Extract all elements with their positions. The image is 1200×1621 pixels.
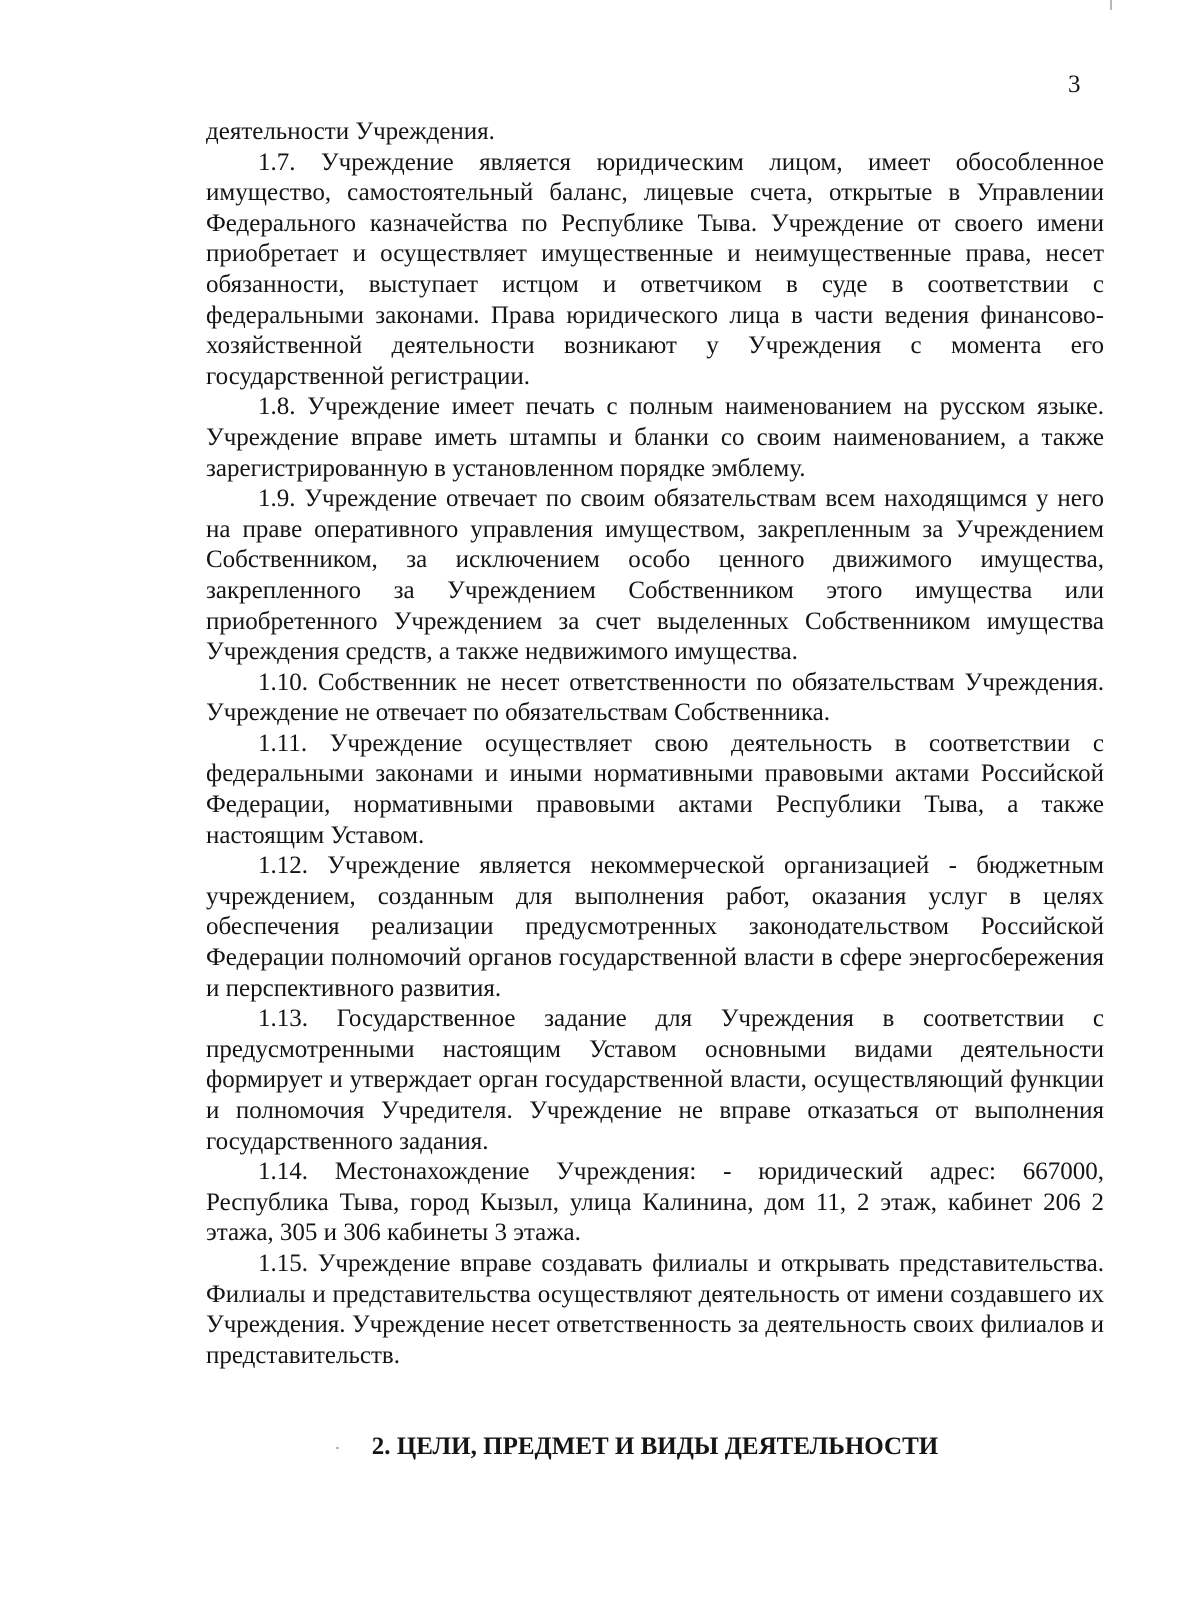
- paragraph-continuation: деятельности Учреждения.: [206, 118, 495, 145]
- paragraph-1-9: 1.9. Учреждение отвечает по своим обязательствам всем находящимся у него на праве оперативного управления имуществом, закрепленным за Учреждением Собственником, за исключением особо ценного движимого имущества, закрепленного за Учреждением Собственником этого имущества или приобретенного Учреждением за счет выделенных Собственником имущества Учреждения средств, а также недвижимого имущества.: [206, 485, 1104, 666]
- section-heading: 2. ЦЕЛИ, ПРЕДМЕТ И ВИДЫ ДЕЯТЕЛЬНОСТИ: [371, 1433, 939, 1460]
- scan-edge-mark: [1110, 0, 1112, 10]
- paragraph-1-7: 1.7. Учреждение является юридическим лицом, имеет обособленное имущество, самостоятельный баланс, лицевые счета, открытые в Управлении Федерального казначейства по Республике Тыва. Учреждение от своего имени приобретает и осуществляет имущественные и неимущественные права, несет обязанности, выступает истцом и ответчиком в суде в соответствии с федеральными законами. Права юридического лица в части ведения финансово-хозяйственной деятельности возникают у Учреждения с момента его государственной регистрации.: [206, 148, 1104, 390]
- paragraph-1-10: 1.10. Собственник не несет ответственности по обязательствам Учреждения. Учреждение не отвечает по обязательствам Собственника.: [206, 668, 1104, 727]
- paragraph-1-15: 1.15. Учреждение вправе создавать филиалы и открывать представительства. Филиалы и представительства осуществляют деятельность от имени создавшего их Учреждения. Учреждение несет ответственность за деятельность своих филиалов и представительств.: [206, 1249, 1104, 1369]
- document-body: [206, 117, 1104, 1371]
- paragraph-1-8: 1.8. Учреждение имеет печать с полным наименованием на русском языке. Учреждение вправе иметь штампы и бланки со своим наименованием, а также зарегистрированную в установленном порядке эмблему.: [206, 393, 1104, 482]
- paragraph-1-11: 1.11. Учреждение осуществляет свою деятельность в соответствии с федеральными законами и иными нормативными правовыми актами Российской Федерации, нормативными правовыми актами Республики Тыва, а также настоящим Уставом.: [206, 729, 1104, 849]
- paragraph-1-13: 1.13. Государственное задание для Учреждения в соответствии с предусмотренными настоящим Уставом основными видами деятельности формирует и утверждает орган государственной власти, осуществляющий функции и полномочия Учредителя. Учреждение не вправе отказаться от выполнения государственного задания.: [206, 1005, 1104, 1155]
- page-number: 3: [1068, 71, 1081, 98]
- paragraph-1-12: 1.12. Учреждение является некоммерческой организацией - бюджетным учреждением, созданным для выполнения работ, оказания услуг в целях обеспечения реализации предусмотренных законодательством Российской Федерации полномочий органов государственной власти в сфере энергосбережения и перспективного развития.: [206, 852, 1104, 1002]
- paragraph-1-14: 1.14. Местонахождение Учреждения: - юридический адрес: 667000, Республика Тыва, город Кызыл, улица Калинина, дом 11, 2 этаж, кабинет 206 2 этажа, 305 и 306 кабинеты 3 этажа.: [206, 1158, 1104, 1247]
